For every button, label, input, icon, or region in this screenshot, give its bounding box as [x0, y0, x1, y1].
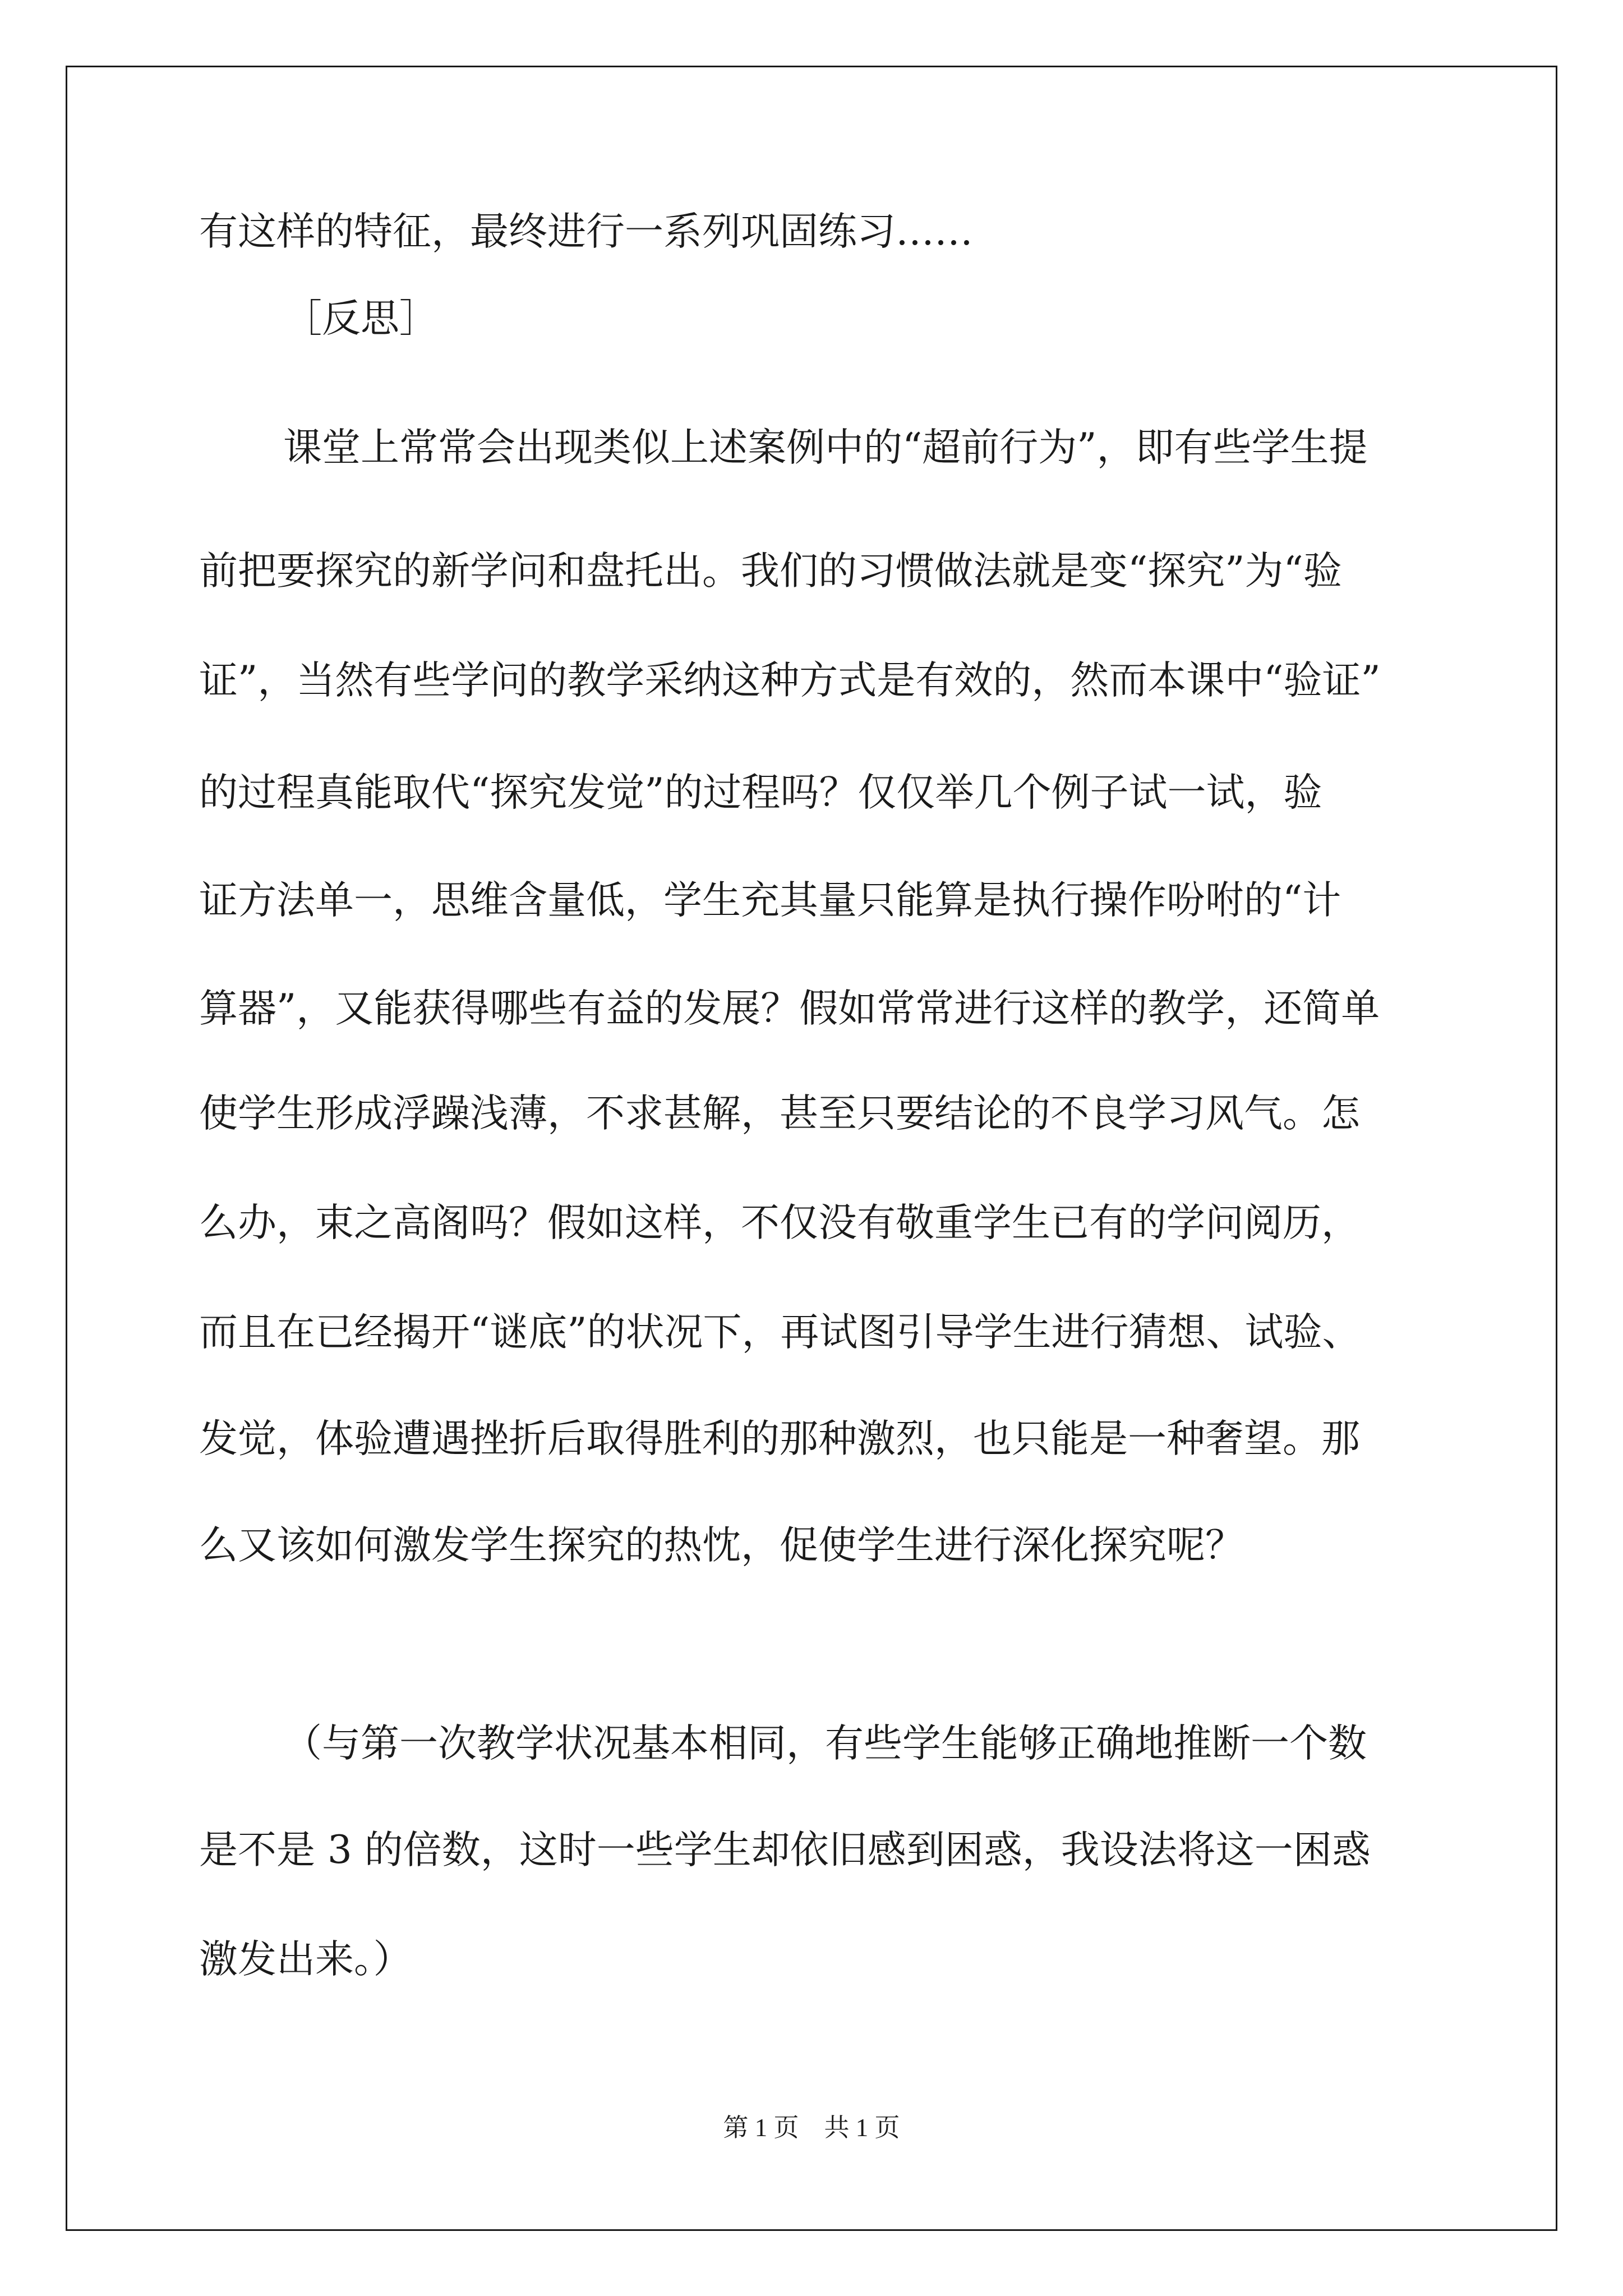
section-heading-reflection: ［反思］	[283, 296, 438, 341]
text-line-12: 发觉，体验遭遇挫折后取得胜利的那种激烈，也只能是一种奢望。那	[199, 1416, 1360, 1461]
text-line-16: 激发出来。）	[199, 1937, 412, 1982]
text-line-6: 的过程真能取代“探究发觉”的过程吗？仅仅举几个例子试一试，验	[199, 770, 1322, 815]
text-line-15: 是不是 3 的倍数，这时一些学生却依旧感到困惑，我设法将这一困惑	[199, 1828, 1371, 1872]
page-border	[66, 66, 1557, 2231]
text-line-13: 么又该如何激发学生探究的热忱，促使学生进行深化探究呢？	[199, 1523, 1244, 1568]
text-line-3: 课堂上常常会出现类似上述案例中的“超前行为”，即有些学生提	[283, 425, 1368, 470]
text-line-7: 证方法单一，思维含量低，学生充其量只能算是执行操作吩咐的“计	[199, 878, 1341, 923]
text-line-14: （与第一次教学状况基本相同，有些学生能够正确地推断一个数	[283, 1721, 1367, 1766]
text-line-4: 前把要探究的新学问和盘托出。我们的习惯做法就是变“探究”为“验	[199, 549, 1342, 593]
text-line-10: 么办，束之高阁吗？假如这样，不仅没有敬重学生已有的学问阅历，	[199, 1200, 1360, 1245]
text-line-1: 有这样的特征，最终进行一系列巩固练习……	[199, 209, 973, 254]
text-line-5: 证”，当然有些学问的教学采纳这种方式是有效的，然而本课中“验证”	[199, 658, 1381, 703]
text-line-8: 算器”，又能获得哪些有益的发展？假如常常进行这样的教学，还简单	[199, 986, 1380, 1031]
page-footer: 第 1 页 共 1 页	[723, 2114, 900, 2142]
text-line-11: 而且在已经揭开“谜底”的状况下，再试图引导学生进行猜想、试验、	[199, 1310, 1361, 1355]
text-line-9: 使学生形成浮躁浅薄，不求甚解，甚至只要结论的不良学习风气。怎	[199, 1091, 1360, 1136]
